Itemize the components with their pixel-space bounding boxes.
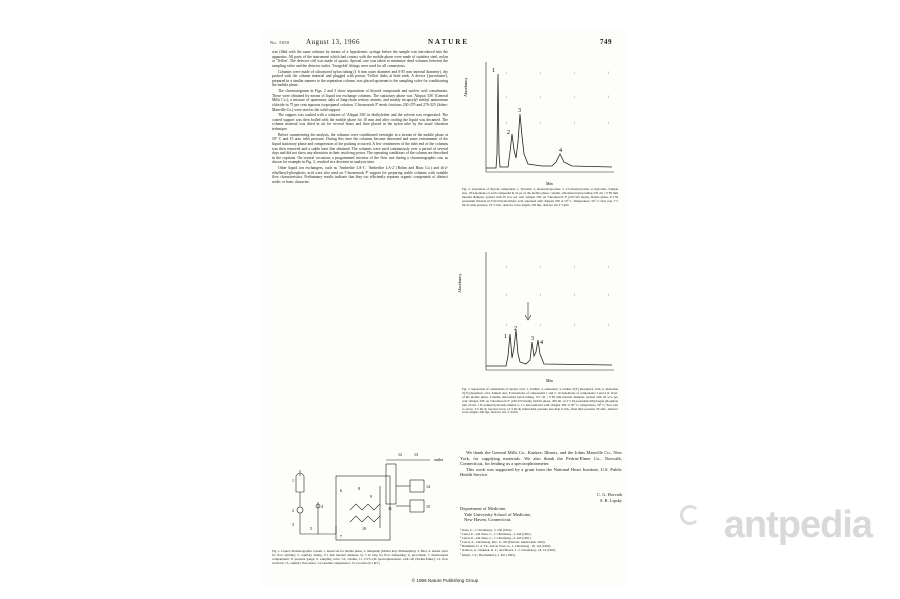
acknowledgement: [460, 450, 622, 478]
chart-grid-tick: ⁝: [540, 293, 542, 297]
fig1-diagram: [270, 430, 448, 548]
fig1-part-number: 5: [310, 526, 312, 531]
fig2-ylabel: Absorbancy: [463, 77, 468, 97]
author-name: C. G. Horvath: [597, 492, 622, 497]
fig2-caption-text: Fig. 2. Separation of thyroid compounds. 1, Tyrosine; 2, monoiodotyrosine; 3, 3,5-diiodotyrosine; 4, thyroxine. Sample size, 18 nanomoles of each compound in 10 µl. of the mobile phase; column, siliconized nylon tubing 235 cm × 0·85 mm internal diameter, packed with 20 w/w per cent 'Aliquat 336' on 'Chromosorb P' (270-325 mesh); mobile phase, 0·2 M potassium chloride in 0·04 N hydrochloric acid, saturated with 'Aliquat 336' at 50° C. Temperature, 50° C; flow rate, 7·5 ml./h; inlet pressure, 19·5 atm.; detector wave-length, 230 mµ; detector slit 2·5 mm: [462, 187, 618, 207]
fig3-peak-label: 2: [514, 326, 517, 332]
reference-item: ¹ Tesla, C., J. Chromatog., 5, 236 (1961).: [460, 528, 513, 532]
chart-grid-tick: ⁝: [506, 71, 508, 75]
reference-item: ⁶ Oomoto, A., Wamsek, D. L., and Brown, J., J. Chromatog., 18, 14 (1965).: [460, 548, 557, 553]
chart-grid-tick: ⁝: [574, 121, 576, 125]
journal-title: NATURE: [428, 38, 470, 46]
chart-grid-tick: ⁝: [608, 95, 610, 99]
paragraph: Before commencing the analysis, the columns were conditioned overnight in a stream of the mobile phase at 50° C and 15 atm. inlet pressure. During this time the columns became deaerated and some entrainment of the liquid stationary phase and compression of the packing occurred. A few centimetres of the inlet end of the columns was then removed and a stable base line obtained. The columns were used continuously over a period of several days and did not show any alteration in their resolving power. The operating conditions of the column are described in the captions. On several occasions a programmed increase of the flow rate during a chromatographic run, as shown for example in Fig. 3, resulted in a decrease in analysis time.: [272, 132, 448, 165]
chart-grid-tick: ⁝: [506, 121, 508, 125]
affiliation-line: Yale University School of Medicine,: [464, 511, 532, 517]
left-column-text: [272, 50, 448, 368]
reference-item: ⁴ Cerrai, E., Chromatog. Rev., 6, 129 (Elsevier, Amsterdam, 1964).: [460, 540, 546, 545]
reference-item: ⁷ Khym, J. X., Biochemistry, 2, 401 (1963).: [460, 552, 516, 557]
fig1-caption: [272, 550, 448, 566]
chart-grid-tick: ⁝: [540, 95, 542, 99]
chart-grid-tick: ⁝: [608, 71, 610, 75]
chart-grid-tick: ⁝: [540, 121, 542, 125]
fig1-part-number: 1: [292, 478, 294, 483]
fig3-caption: [462, 388, 618, 415]
fig2-peak-label: 3: [518, 108, 521, 114]
fig1-caption-text: Fig. 1. Liquid chromatographic system. 1, Reservoir for mobile phase; 2, minipump (Milton Roy, Philadelphia); 3, filter; 4, needle valve for flow splitting; 5, capillary tubing, 0·1 mm internal diameter, by 3 m long for flow dampening; 6, precolumn; 7, thermostated compartment; 8, pressure gauge; 9, sampling valve; 10, column; 11, UVS-139 spectrophotometer with cell (Perkin-Elmer); 12, flow restrictor; 13, capillary flow meter; 14, baseline compensator; 15, recorder (0-1 mV): [272, 549, 448, 565]
fig2-peak-label: 1: [492, 68, 495, 74]
fig1-part-number: 13: [414, 452, 418, 457]
fig3-caption-text: Fig. 3. Separation of constituents of nucleic acid. 1, Uridine; 2, adenosine; 3, uridine 2'(3') phosphoric acid; 4, adenosine 2'(3') phosphoric acid. Sample size, 8 nanomoles of components 1 and 2, 10 nanomoles of components 3 and 4 in 10 µl. of the mobile phase. Column, siliconized nylon tubing, 157 cm × 0·85 mm internal diameter, packed with 20 w/w per cent 'Aliquat 336' on 'Chromosorb P' (230-270 mesh); mobile phase, 200 ml. of 0·5 M potassium dihydrogen phosphate plus 25 ml. 1 N sodium hydroxide diluted to 1 l. and saturated with 'Aliquat 336' at 50° C; temperature, 50° C; flow rate to arrow, 3·0 ml./h, beyond arrow 14·4 ml./h; initial inlet pressure less than 6 atm., final inlet pressure 30 atm.; detector wave-length, 260 mµ; detector slit, 2·4 mm: [462, 387, 618, 415]
fig2-xlabel: Min: [546, 181, 553, 186]
fig1-part-number: 12: [398, 452, 402, 457]
chart-grid-tick: ⁝: [540, 265, 542, 269]
fig2-caption: [462, 188, 618, 208]
reference-item: ³ Cerrai, E., and Testa, C., J. Chromatog., 6, 443 (1961).: [460, 536, 532, 541]
chart-grid-tick: ⁝: [506, 323, 508, 327]
fig1-part-number: 6: [340, 488, 342, 493]
affiliation-line: New Haven, Connecticut.: [464, 517, 512, 523]
fig2-chromatogram: [462, 54, 622, 186]
chart-grid-tick: ⁝: [540, 71, 542, 75]
watermark-icon: [680, 505, 700, 525]
fig3-ylabel: Absorbancy: [457, 273, 462, 293]
chart-grid-tick: ⁝: [608, 265, 610, 269]
journal-page: [262, 30, 628, 588]
watermark-logo: antpedia: [723, 504, 872, 546]
references: [460, 528, 622, 557]
fig1-part-number: 7: [340, 534, 342, 539]
fig1-part-number: 9: [370, 494, 372, 499]
acknowledgement-text: We thank the General Mills Co., Kankee, Illinois, and the Johns Manville Co., New York, for supplying materials. We also thank the Perkin-Elmer Co., Norwalk, Connecticut, for lending us a spectrophotometer.: [460, 450, 622, 467]
fig2-peak-label: 4: [559, 148, 562, 154]
chart-grid-tick: ⁝: [608, 293, 610, 297]
author-name: S. R. Lipsky: [600, 497, 622, 503]
chart-grid-tick: ⁝: [574, 95, 576, 99]
paragraph: Other liquid ion exchangers, such as 'Amberlite LA-1', 'Amberlite LA-2' (Rohm and Haas Co.) and di-2-ethylhexyl-phosphoric acid were also used on 'Chromosorb P' support for preparing stable columns with suitable flow characteristics. Preliminary results indicate that they too efficiently separate organic compounds of distinct acidic or basic character.: [272, 166, 448, 184]
paragraph: The chromatograms in Figs. 2 and 3 show separations of thyroid compounds and nucleic acid constituents. These were obtained by means of liquid ion exchange columns. The stationary phase was 'Aliquat 336' (General Mills Co.), a mixture of quaternary salts of long-chain tertiary amines, and mainly tricaprylyl methyl ammonium chloride in 75 per cent aqueous isopropanol solution. 'Chromosorb P' mesh fractions 230-270 and 270-325 (Johns-Manville Co.) were used as the solid support.: [272, 89, 448, 112]
fig3-chromatogram: [457, 244, 622, 384]
page-number: 749: [600, 38, 612, 46]
paragraph: was filled with the same solution by means of a hypodermic syringe before the sample was introduced into the apparatus. All parts of the instrument which had contact with the mobile phase were made of stainless steel, nylon or 'Teflon'. The detector cell was made of quartz. Special care was taken to minimize dead volumes between the sampling valve and the detector outlet. 'Swagelok' fittings were used for all connexions.: [272, 50, 448, 68]
chart-grid-tick: ⁝: [574, 323, 576, 327]
chart-grid-tick: ⁝: [608, 121, 610, 125]
fig1-part-number: 8: [358, 486, 360, 491]
chart-grid-tick: ⁝: [608, 323, 610, 327]
fig1-part-number: 4: [321, 504, 323, 509]
fig3-peak-label: 3: [531, 336, 534, 342]
acknowledgement-text: This work was supported by a grant from the National Heart Institute, U.S. Public Health Service.: [460, 466, 622, 478]
chart-grid-tick: ⁝: [506, 293, 508, 297]
fig1-outlet-label: outlet: [434, 457, 444, 462]
paragraph: The support was soaked with a solution of 'Aliquat 336' in diethylether and the solvent was evaporated. The coated support was then boiled with the mobile phase for 10 min and after cooling the liquid was decanted. The column material was dried in air for several hours and then placed in the nylon tube by the usual vibration technique.: [272, 113, 448, 132]
affiliation-line: Department of Medicine,: [460, 506, 507, 511]
affiliation: [460, 506, 620, 523]
fig3-peak-label: 4: [540, 340, 543, 346]
issue-date: August 13, 1966: [306, 38, 360, 46]
chart-grid-tick: ⁝: [574, 293, 576, 297]
chart-grid-tick: ⁝: [506, 95, 508, 99]
fig1-part-number: 3: [292, 522, 294, 527]
author-list: [512, 492, 622, 503]
fig1-part-number: 14: [426, 484, 430, 489]
paragraph: Columns were made of siliconized nylon tubing (1·6 mm outer diameter and 0·85 mm internal diameter), dry packed with the column material and plugged with porous 'Teflon' disks at both ends. A device ('precolumn'), prepared in a similar manner to the separation column, was placed upstream to the sampling valve for conditioning the mobile phase.: [272, 69, 448, 88]
chart-grid-tick: ⁝: [574, 71, 576, 75]
chart-grid-tick: ⁝: [540, 323, 542, 327]
fig3-xlabel: Min: [546, 378, 553, 383]
fig1-part-number: 10: [362, 526, 366, 531]
fig1-part-number: 11: [388, 506, 392, 511]
fig2-peak-label: 2: [507, 130, 510, 136]
fig1-part-number: 2: [292, 508, 294, 513]
copyright-footer: © 1966 Nature Publishing Group: [411, 578, 479, 583]
chart-grid-tick: ⁝: [574, 265, 576, 269]
fig1-part-number: 15: [426, 504, 430, 509]
reference-item: ² Cerrai, E., and Testa, C., J. Chromatog., 5, 442 (1961).: [460, 532, 532, 537]
chart-grid-tick: ⁝: [506, 265, 508, 269]
fig3-peak-label: 1: [504, 334, 507, 340]
issue-number: No. 5050: [270, 40, 290, 45]
reference-item: ⁵ Brinkman, U. A. Th., and de Vries, G., J. Chromatog., 18, 142 (1965).: [460, 544, 552, 549]
